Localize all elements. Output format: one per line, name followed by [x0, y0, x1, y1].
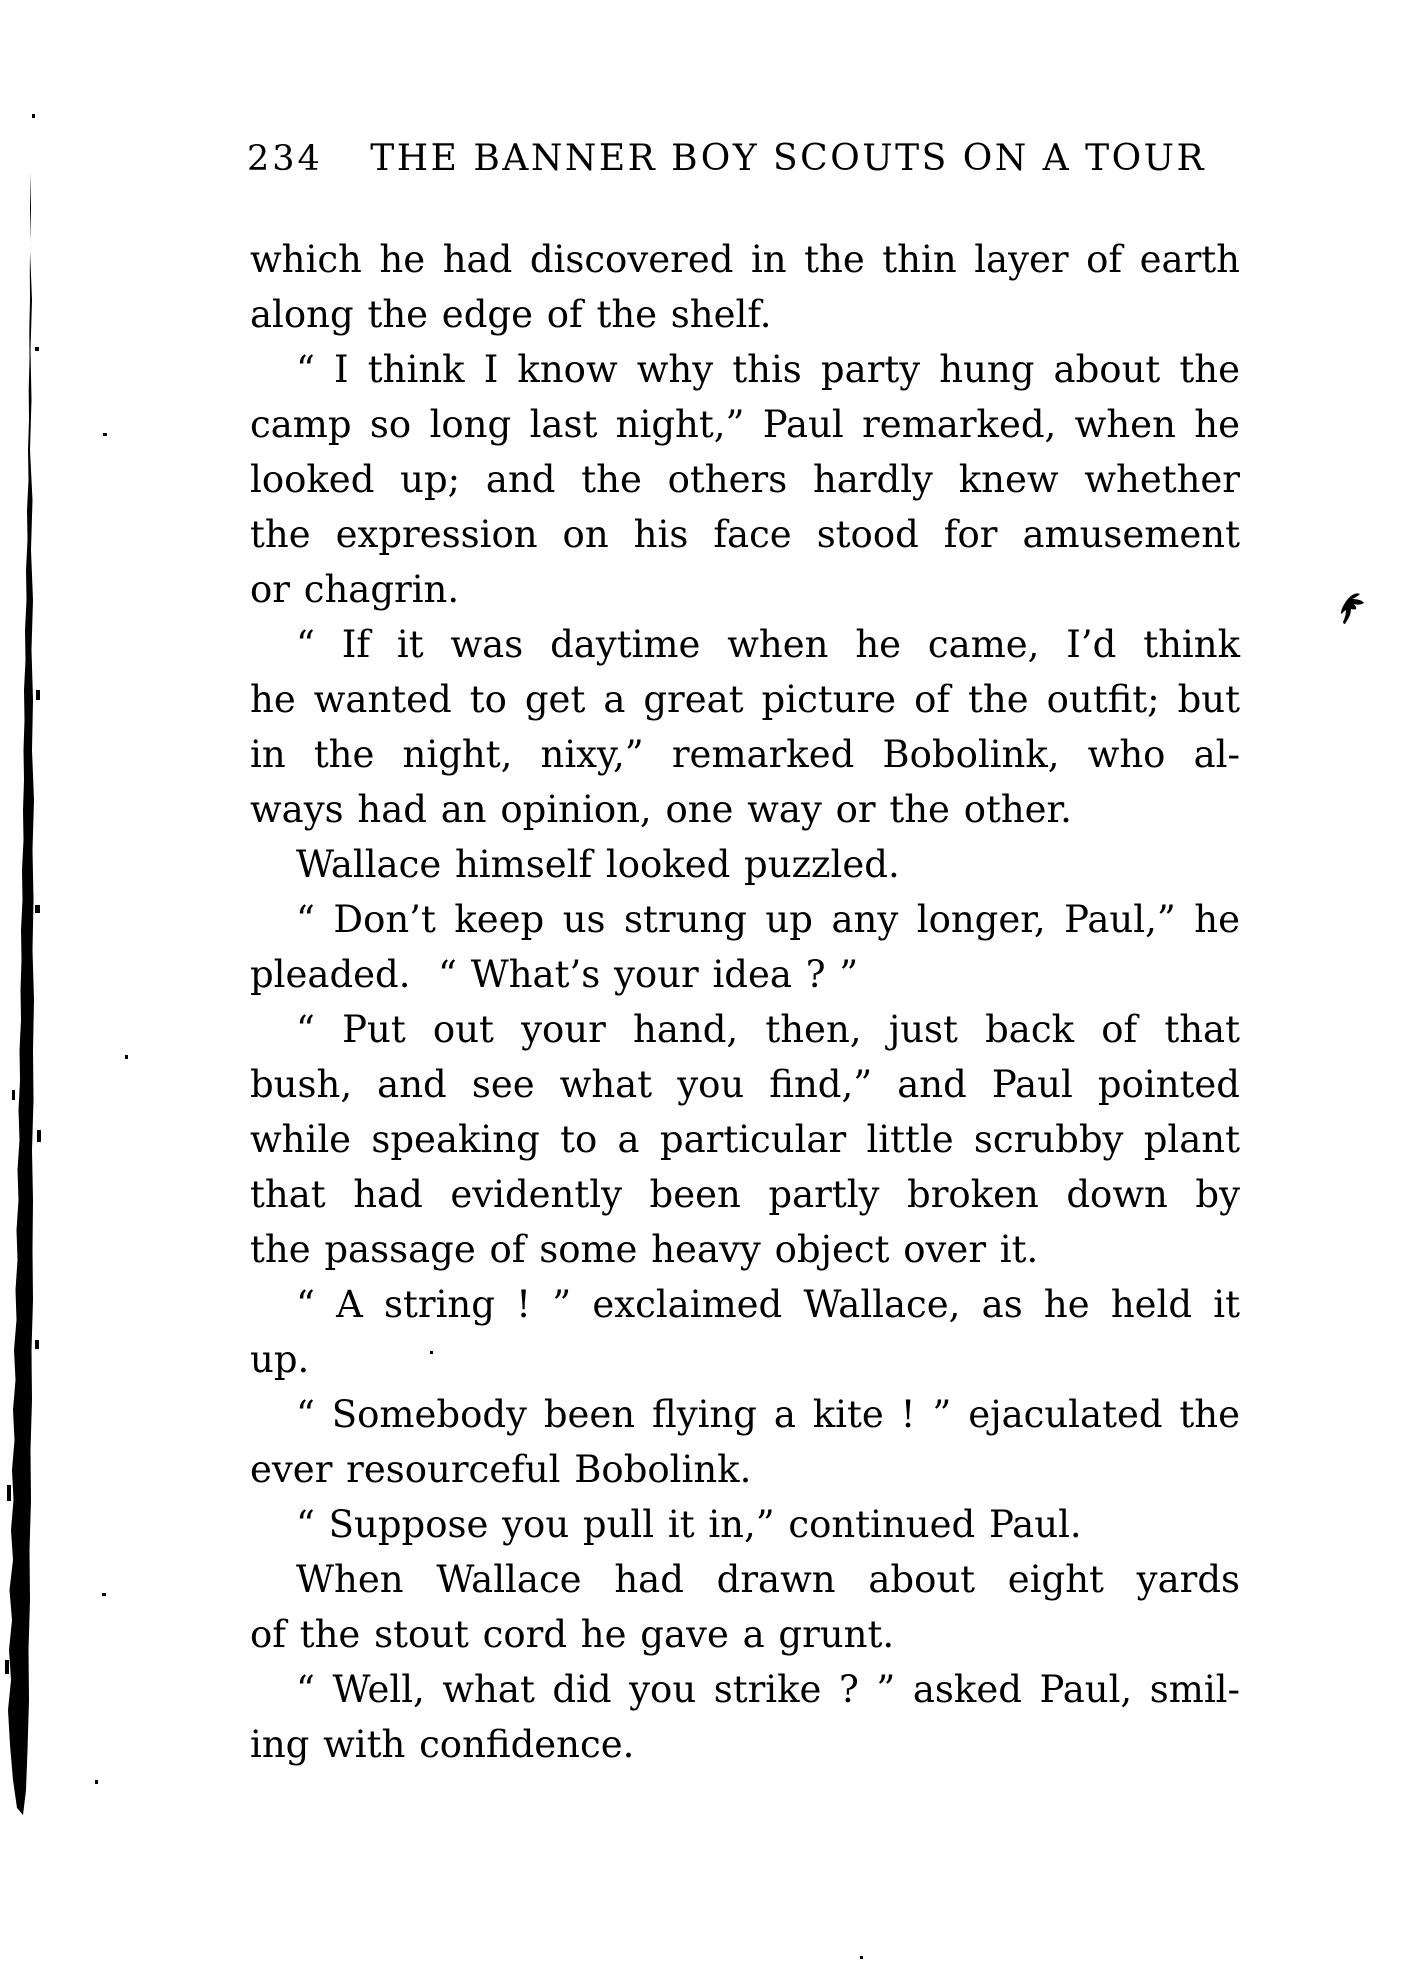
text-line: or chagrin.	[250, 568, 460, 611]
text-line: along the edge of the shelf.	[250, 293, 772, 336]
text-line: he wanted to get a great picture of the outfit; but	[250, 678, 1240, 721]
text-line: “ Suppose you pull it in,” continued Paul.	[296, 1503, 1082, 1546]
text-line: “ If it was daytime when he came, I’d think	[296, 623, 1240, 666]
text-line: of the stout cord he gave a grunt.	[250, 1613, 895, 1656]
text-line: ways had an opinion, one way or the other.	[250, 788, 1072, 831]
text-line: “ Put out your hand, then, just back of that	[296, 1008, 1240, 1051]
text-line: that had evidently been partly broken down by	[250, 1173, 1240, 1216]
text-line: which he had discovered in the thin layer of earth	[250, 238, 1240, 281]
text-line: ever resourceful Bobolink.	[250, 1448, 752, 1491]
text-line: Wallace himself looked puzzled.	[296, 843, 900, 886]
text-line: ing with confidence.	[250, 1723, 635, 1766]
text-line: “ Don’t keep us strung up any longer, Paul,” he	[296, 898, 1240, 941]
running-title: THE BANNER BOY SCOUTS ON A TOUR	[370, 138, 1207, 179]
body-text-column	[250, 232, 1240, 1772]
text-line: in the night, nixy,” remarked Bobolink, who al-	[250, 733, 1240, 776]
text-line: looked up; and the others hardly knew whether	[250, 458, 1240, 501]
text-line: “ Somebody been flying a kite ! ” ejaculated the	[296, 1393, 1240, 1436]
text-line: When Wallace had drawn about eight yards	[296, 1558, 1240, 1601]
text-line: “ Well, what did you strike ? ” asked Paul, smil-	[296, 1668, 1240, 1711]
text-line: up.	[250, 1338, 310, 1381]
text-line: while speaking to a particular little scrubby plant	[250, 1118, 1240, 1161]
text-line: pleaded. “ What’s your idea ? ”	[250, 953, 859, 996]
text-line: bush, and see what you find,” and Paul pointed	[250, 1063, 1240, 1106]
text-line: the passage of some heavy object over it.	[250, 1228, 1039, 1271]
ink-squiggle-mark	[1341, 593, 1364, 624]
text-line: “ A string ! ” exclaimed Wallace, as he held it	[296, 1283, 1240, 1326]
text-line: the expression on his face stood for amusement	[250, 513, 1240, 556]
running-header	[247, 138, 1207, 179]
text-line: “ I think I know why this party hung about the	[296, 348, 1240, 391]
text-line: camp so long last night,” Paul remarked, when he	[250, 403, 1240, 446]
page-number: 234	[247, 139, 323, 179]
